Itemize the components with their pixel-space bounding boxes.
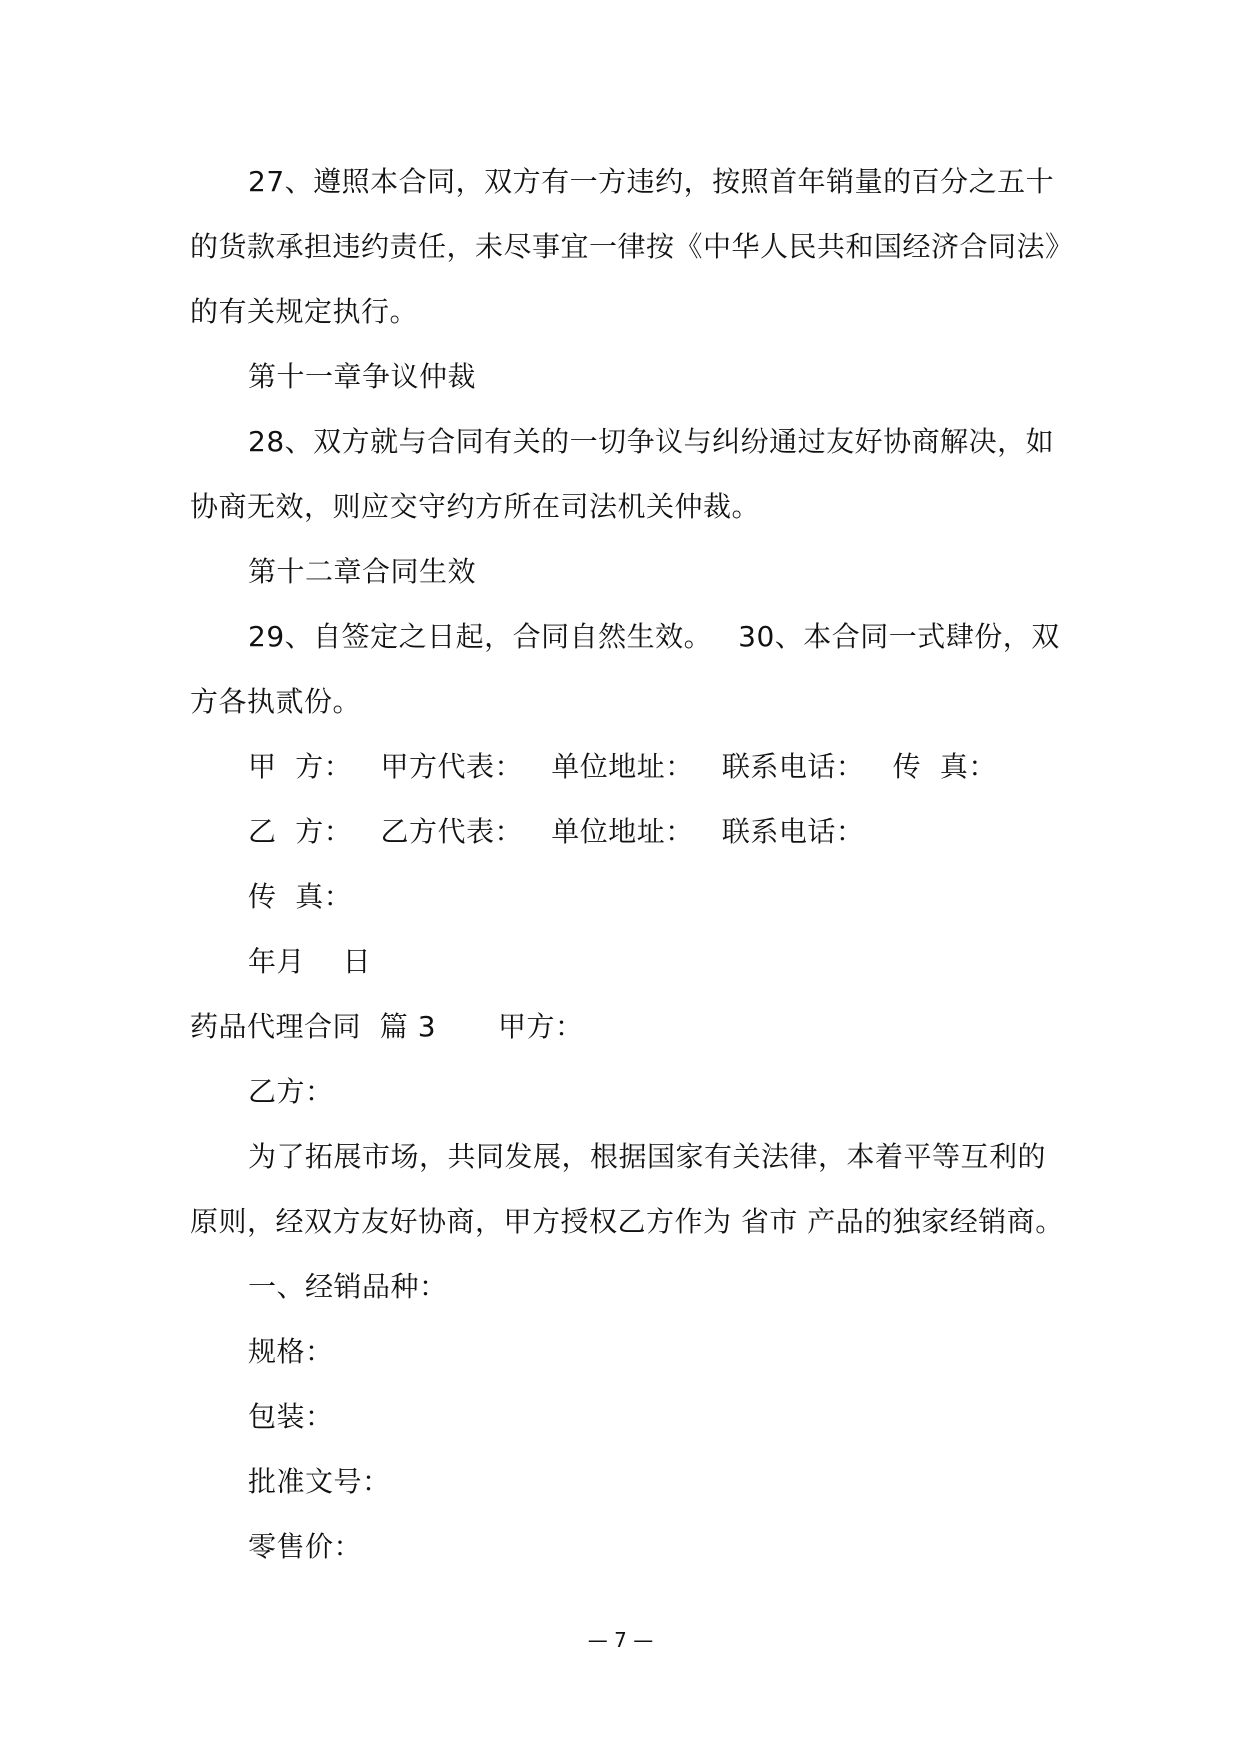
page-number: — 7 — (587, 1628, 654, 1652)
clause-29: 29、自签定之日起，合同自然生效。 (248, 620, 713, 653)
preamble-line-1: 为了拓展市场，共同发展，根据国家有关法律，本着平等互利的 (248, 1140, 1047, 1173)
section-1-heading: 一、经销品种： (248, 1270, 448, 1303)
party-a-label: 甲方： (498, 1010, 584, 1043)
party-b-signature-line: 乙 方： 乙方代表： 单位地址： 联系电话： (248, 815, 865, 848)
date-line: 年月 日 (248, 945, 372, 978)
party-a-signature-line: 甲 方： 甲方代表： 单位地址： 联系电话： 传 真： (248, 750, 997, 783)
packaging-field: 包装： (248, 1400, 334, 1433)
clause-30: 30、本合同一式肆份，双 (738, 620, 1060, 653)
paragraph-29-30-line-2: 方各执贰份。 (190, 685, 362, 718)
spec-field: 规格： (248, 1335, 334, 1368)
chapter-12-heading: 第十二章合同生效 (248, 555, 477, 588)
party-b-label: 乙方： (248, 1075, 334, 1108)
paragraph-29-30-line-1 (248, 619, 1060, 655)
paragraph-28-line-1: 28、双方就与合同有关的一切争议与纠纷通过友好协商解决，如 (248, 425, 1055, 458)
paragraph-28-line-2: 协商无效，则应交守约方所在司法机关仲裁。 (190, 490, 761, 523)
paragraph-27-line-2: 的货款承担违约责任，未尽事宜一律按《中华人民共和国经济合同法》 (190, 230, 1074, 263)
fax-line: 传 真： (248, 880, 353, 913)
approval-number-field: 批准文号： (248, 1465, 391, 1498)
paragraph-27-line-1: 27、遵照本合同，双方有一方违约，按照首年销量的百分之五十 (248, 165, 1055, 198)
retail-price-field: 零售价： (248, 1530, 363, 1563)
contract-3-title-line (190, 1009, 584, 1045)
paragraph-27-line-3: 的有关规定执行。 (190, 295, 419, 328)
contract-3-title: 药品代理合同 篇 3 (190, 1010, 437, 1043)
chapter-11-heading: 第十一章争议仲裁 (248, 360, 477, 393)
preamble-line-2: 原则，经双方友好协商，甲方授权乙方作为 省市 产品的独家经销商。 (190, 1205, 1064, 1238)
